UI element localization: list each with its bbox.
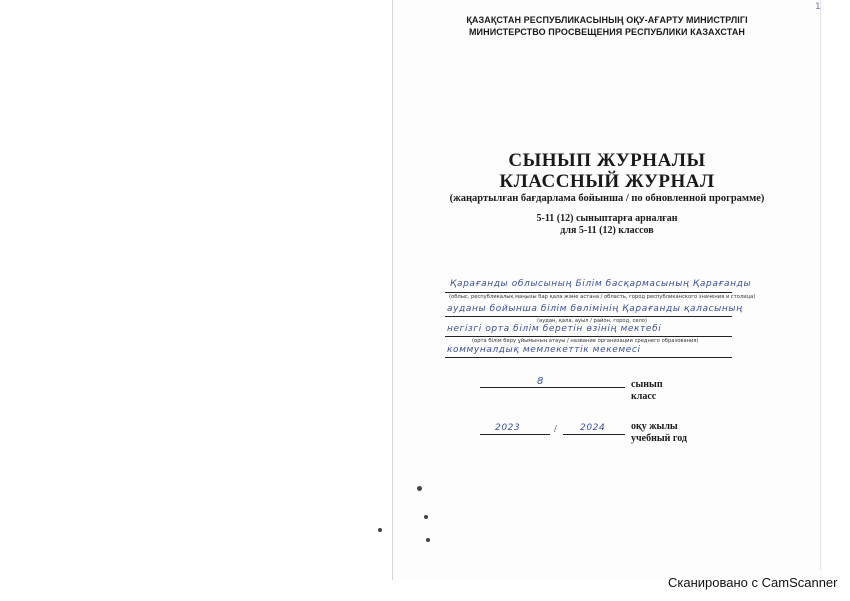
year-label-ru: учебный год [631,433,687,444]
binding-hole [426,538,430,542]
page-edge [820,0,821,570]
title-ru: КЛАССНЫЙ ЖУРНАЛ [499,171,715,192]
year-end-value: 2024 [580,423,606,433]
ministry-ru: МИНИСТЕРСТВО ПРОСВЕЩЕНИЯ РЕСПУБЛИКИ КАЗАХСТАН [468,27,746,37]
class-line [480,387,625,388]
binding-hole [424,515,428,519]
grades-kz: 5-11 (12) сыныптарға арналған [536,213,678,224]
district-value: ауданы бойынша білім бөлімінің Қарағанды қаласының [447,304,743,314]
corner-mark: 1 [815,2,821,12]
journal-cover-page [392,0,823,580]
school-line [445,336,732,337]
ministry-kz: ҚАЗАҚСТАН РЕСПУБЛИКАСЫНЫҢ ОҚУ-АҒАРТУ МИНИСТРЛІГІ [466,15,748,25]
binding-hole [378,528,382,532]
binding-hole [417,486,422,491]
year-start-line [480,434,550,435]
class-label-kz: сынып [631,379,663,390]
institution-type-value: коммуналдық мемлекеттік мекемесі [447,345,641,355]
year-label-kz: оқу жылы [631,421,678,432]
class-value: 8 [537,376,544,387]
district-caption: (аудан, қала, ауыл / район, город, село) [537,318,648,324]
school-caption: (орта білім беру ұйымының атауы / название организации среднего образования) [472,338,699,344]
scanner-watermark: Сканировано с CamScanner [668,575,838,590]
year-separator: / [554,424,557,435]
class-label-ru: класс [631,391,657,402]
region-value: Қарағанды облысының Білім басқармасының Қарағанды [450,279,752,289]
district-line [445,316,732,317]
region-caption: (облыс, республикалық маңызы бар қала және астана / область, город республиканского значения и столица) [449,294,756,300]
year-end-line [563,434,625,435]
region-line [445,292,732,293]
institution-type-line [445,357,732,358]
grades-ru: для 5-11 (12) классов [560,225,654,236]
title-kz: СЫНЫП ЖУРНАЛЫ [508,150,706,171]
school-value: негізгі орта білім беретін өзінің мектебі [447,324,662,334]
program-note: (жаңартылған бағдарлама бойынша / по обновленной программе) [449,193,765,204]
year-start-value: 2023 [495,423,521,433]
